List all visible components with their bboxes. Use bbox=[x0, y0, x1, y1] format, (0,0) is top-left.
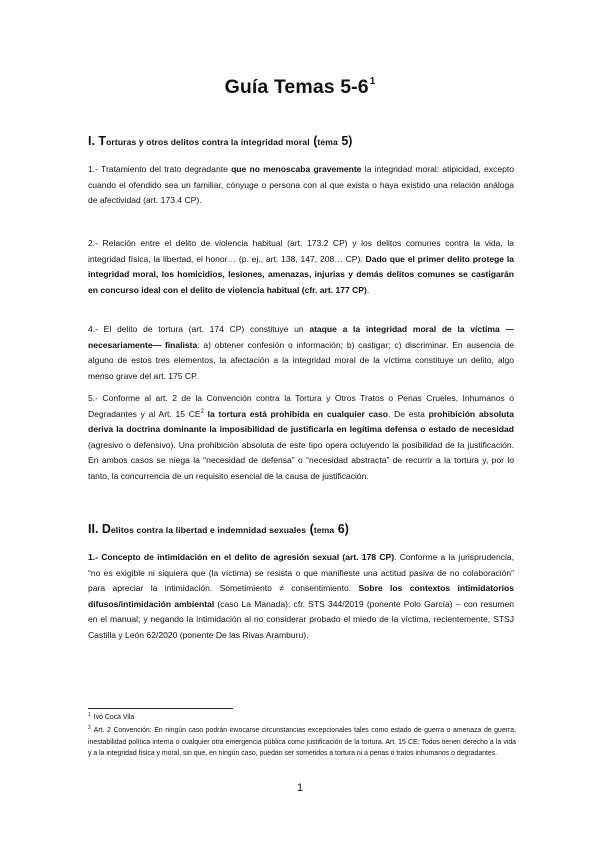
paragraph-prohibicion-tortura: 5.- Conforme al art. 2 de la Convención contra la Tortura y Otros Tratos o Penas Crueles, Inhumanos o Degradantes y al Art. 15 $CE^2$ la tortura está prohibida en cualquier caso. De esta prohibición absoluta deriva la doctrina dominante la imposibilidad de justificarla en legítima defensa o estado de necesidad (agresivo o defensivo). Una prohibición absoluta de este tipo opera ocluyendo la posibilidad de la justificación. En ambos casos se niega la “necesidad de defensa” o “necesidad abstracta” de recurrir a la tortura y, por lo tanto, la concurrencia de un requisito esencial de la causa de justificación. bbox=[88, 393, 514, 481]
page-number: 1 bbox=[296, 782, 304, 794]
footnote-2: $^2$ Art. 2 Convención: En ningún caso podrán invocarse circunstancias excepcionales tales como estado de guerra o amenaza de guerra, inestabilidad política interna o cualquier otra emergencia pública como justificación de la tortura. Art. 15 CE: Todos tienen derecho a la vida y a la integridad física y moral, sin que, en ningún caso, puedan ser sometidos a tortura ni a penas o tratos inhumanos o degradantes. bbox=[88, 725, 516, 758]
paragraph-violencia-habitual: 2.- Relación entre el delito de violencia habitual (art. 173.2 CP) y los delitos comunes contra la vida, la integridad física, la libertad, el honor… (p. ej., art. 138, 147, 208… CP). Dado que el primer delito protege la integridad moral, los homicidios, lesiones, amenazas, injurias y demás delitos comunes se castigarán en concurso ideal con el delito de violencia habitual (cfr. art. 177 CP). bbox=[88, 238, 514, 295]
paragraph-tortura: 4.- El delito de tortura (art. 174 CP) constituye un ataque a la integridad moral de la víctima —necesariamente— finalista: a) obtener confesión o información; b) castigar; c) discriminar. En ausencia de alguno de estos tres elementos, la afectación a la integridad moral de la víctima constituye un delito, algo menso grave del art. 175 CP. bbox=[88, 324, 514, 381]
section-heading-tortura: I. Torturas y otros delitos contra la integridad moral (tema 5) bbox=[88, 134, 353, 148]
section-heading-libertad-sexual: II. Delitos contra la libertad e indemnidad sexuales (tema 6) bbox=[88, 522, 349, 536]
footnote-divider bbox=[88, 708, 233, 709]
title-footnote-mark: 1 bbox=[369, 76, 376, 87]
paragraph-trato-degradante: 1.- Tratamiento del trato degradante que no menoscaba gravemente la integridad moral: atipicidad, excepto cuando el ofendido sea un familiar, cónyuge o persona con al que exista o haya existido una relación análoga de afectividad (art. 173.4 CP). bbox=[88, 164, 514, 206]
page-title: Guía Temas $5-6^1$ bbox=[224, 76, 376, 98]
paragraph-intimidacion: 1.- Concepto de intimidación en el delito de agresión sexual (art. 178 CP). Conforme a la jurisprudencia, “no es exigible ni siquiera que (la víctima) se resista o que manifieste una actitud pasiva de no colaboración” para apreciar la intimidación. Sometimiento ≠ consentimiento. Sobre los contextos intimidatorios difusos/intimidación ambiental (caso La Manada): cfr. STS 344/2019 (ponente Polo García) – con resumen en el manual; y negando la intimidación al no considerar probado el miedo de la víctima, recientemente, STSJ Castilla y León 62/2020 (ponente De las Rivas Aramburu). bbox=[88, 552, 514, 640]
footnote-ref-2: 2 bbox=[200, 408, 204, 415]
footnote-1: $^1$ Ivó Coca Vila bbox=[88, 712, 135, 721]
